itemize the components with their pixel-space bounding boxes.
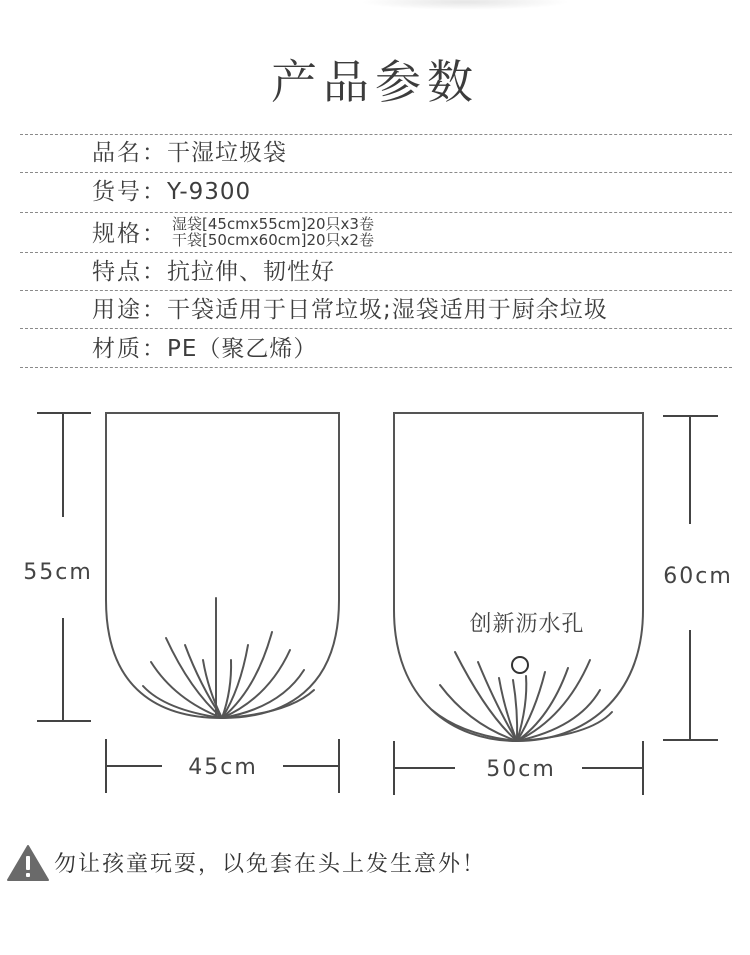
param-value: 干湿垃圾袋 <box>167 140 287 166</box>
param-label: 品名： <box>92 140 167 166</box>
param-row-feature <box>92 257 335 287</box>
param-label: 货号： <box>92 179 167 205</box>
spec-line-dry: 干袋[50cmx60cm]20只x2卷 <box>172 231 374 249</box>
bag-size-diagram <box>0 395 750 815</box>
divider <box>20 328 732 329</box>
param-value: 抗拉伸、韧性好 <box>167 259 335 285</box>
top-shadow <box>360 0 570 10</box>
divider <box>20 367 732 368</box>
param-row-usage <box>92 295 608 325</box>
divider <box>20 212 732 213</box>
param-label: 材质： <box>92 336 167 362</box>
safety-warning <box>6 846 486 880</box>
warning-triangle-icon <box>6 844 50 882</box>
left-bag <box>23 413 339 793</box>
divider <box>20 172 732 173</box>
right-width-label: 50cm <box>486 757 556 782</box>
divider <box>20 252 732 253</box>
drain-hole-label: 创新沥水孔 <box>469 612 585 637</box>
page-title: 产品参数 <box>271 55 479 109</box>
param-value: PE（聚乙烯） <box>167 336 318 362</box>
drain-hole-icon <box>512 657 528 673</box>
param-row-material <box>92 334 317 364</box>
left-width-label: 45cm <box>188 755 258 780</box>
divider <box>20 290 732 291</box>
spec-line-wet: 湿袋[45cmx55cm]20只x3卷 <box>172 215 374 233</box>
divider <box>20 134 732 135</box>
left-bag-outline <box>106 413 339 718</box>
right-height-label: 60cm <box>663 564 733 589</box>
param-row-name <box>92 138 287 168</box>
left-bag-gathers <box>143 598 314 718</box>
right-bag <box>394 413 733 795</box>
param-label: 特点： <box>92 259 167 285</box>
param-value: Y-9300 <box>167 179 252 205</box>
param-row-item-no <box>92 177 251 207</box>
param-label: 用途： <box>92 297 167 323</box>
param-value: 干袋适用于日常垃圾;湿袋适用于厨余垃圾 <box>167 297 608 323</box>
spec-lines <box>172 216 374 248</box>
right-bag-outline <box>394 413 643 741</box>
warning-text: 勿让孩童玩耍，以免套在头上发生意外！ <box>54 852 487 877</box>
param-label: 规格： <box>92 221 167 247</box>
left-height-label: 55cm <box>23 560 93 585</box>
